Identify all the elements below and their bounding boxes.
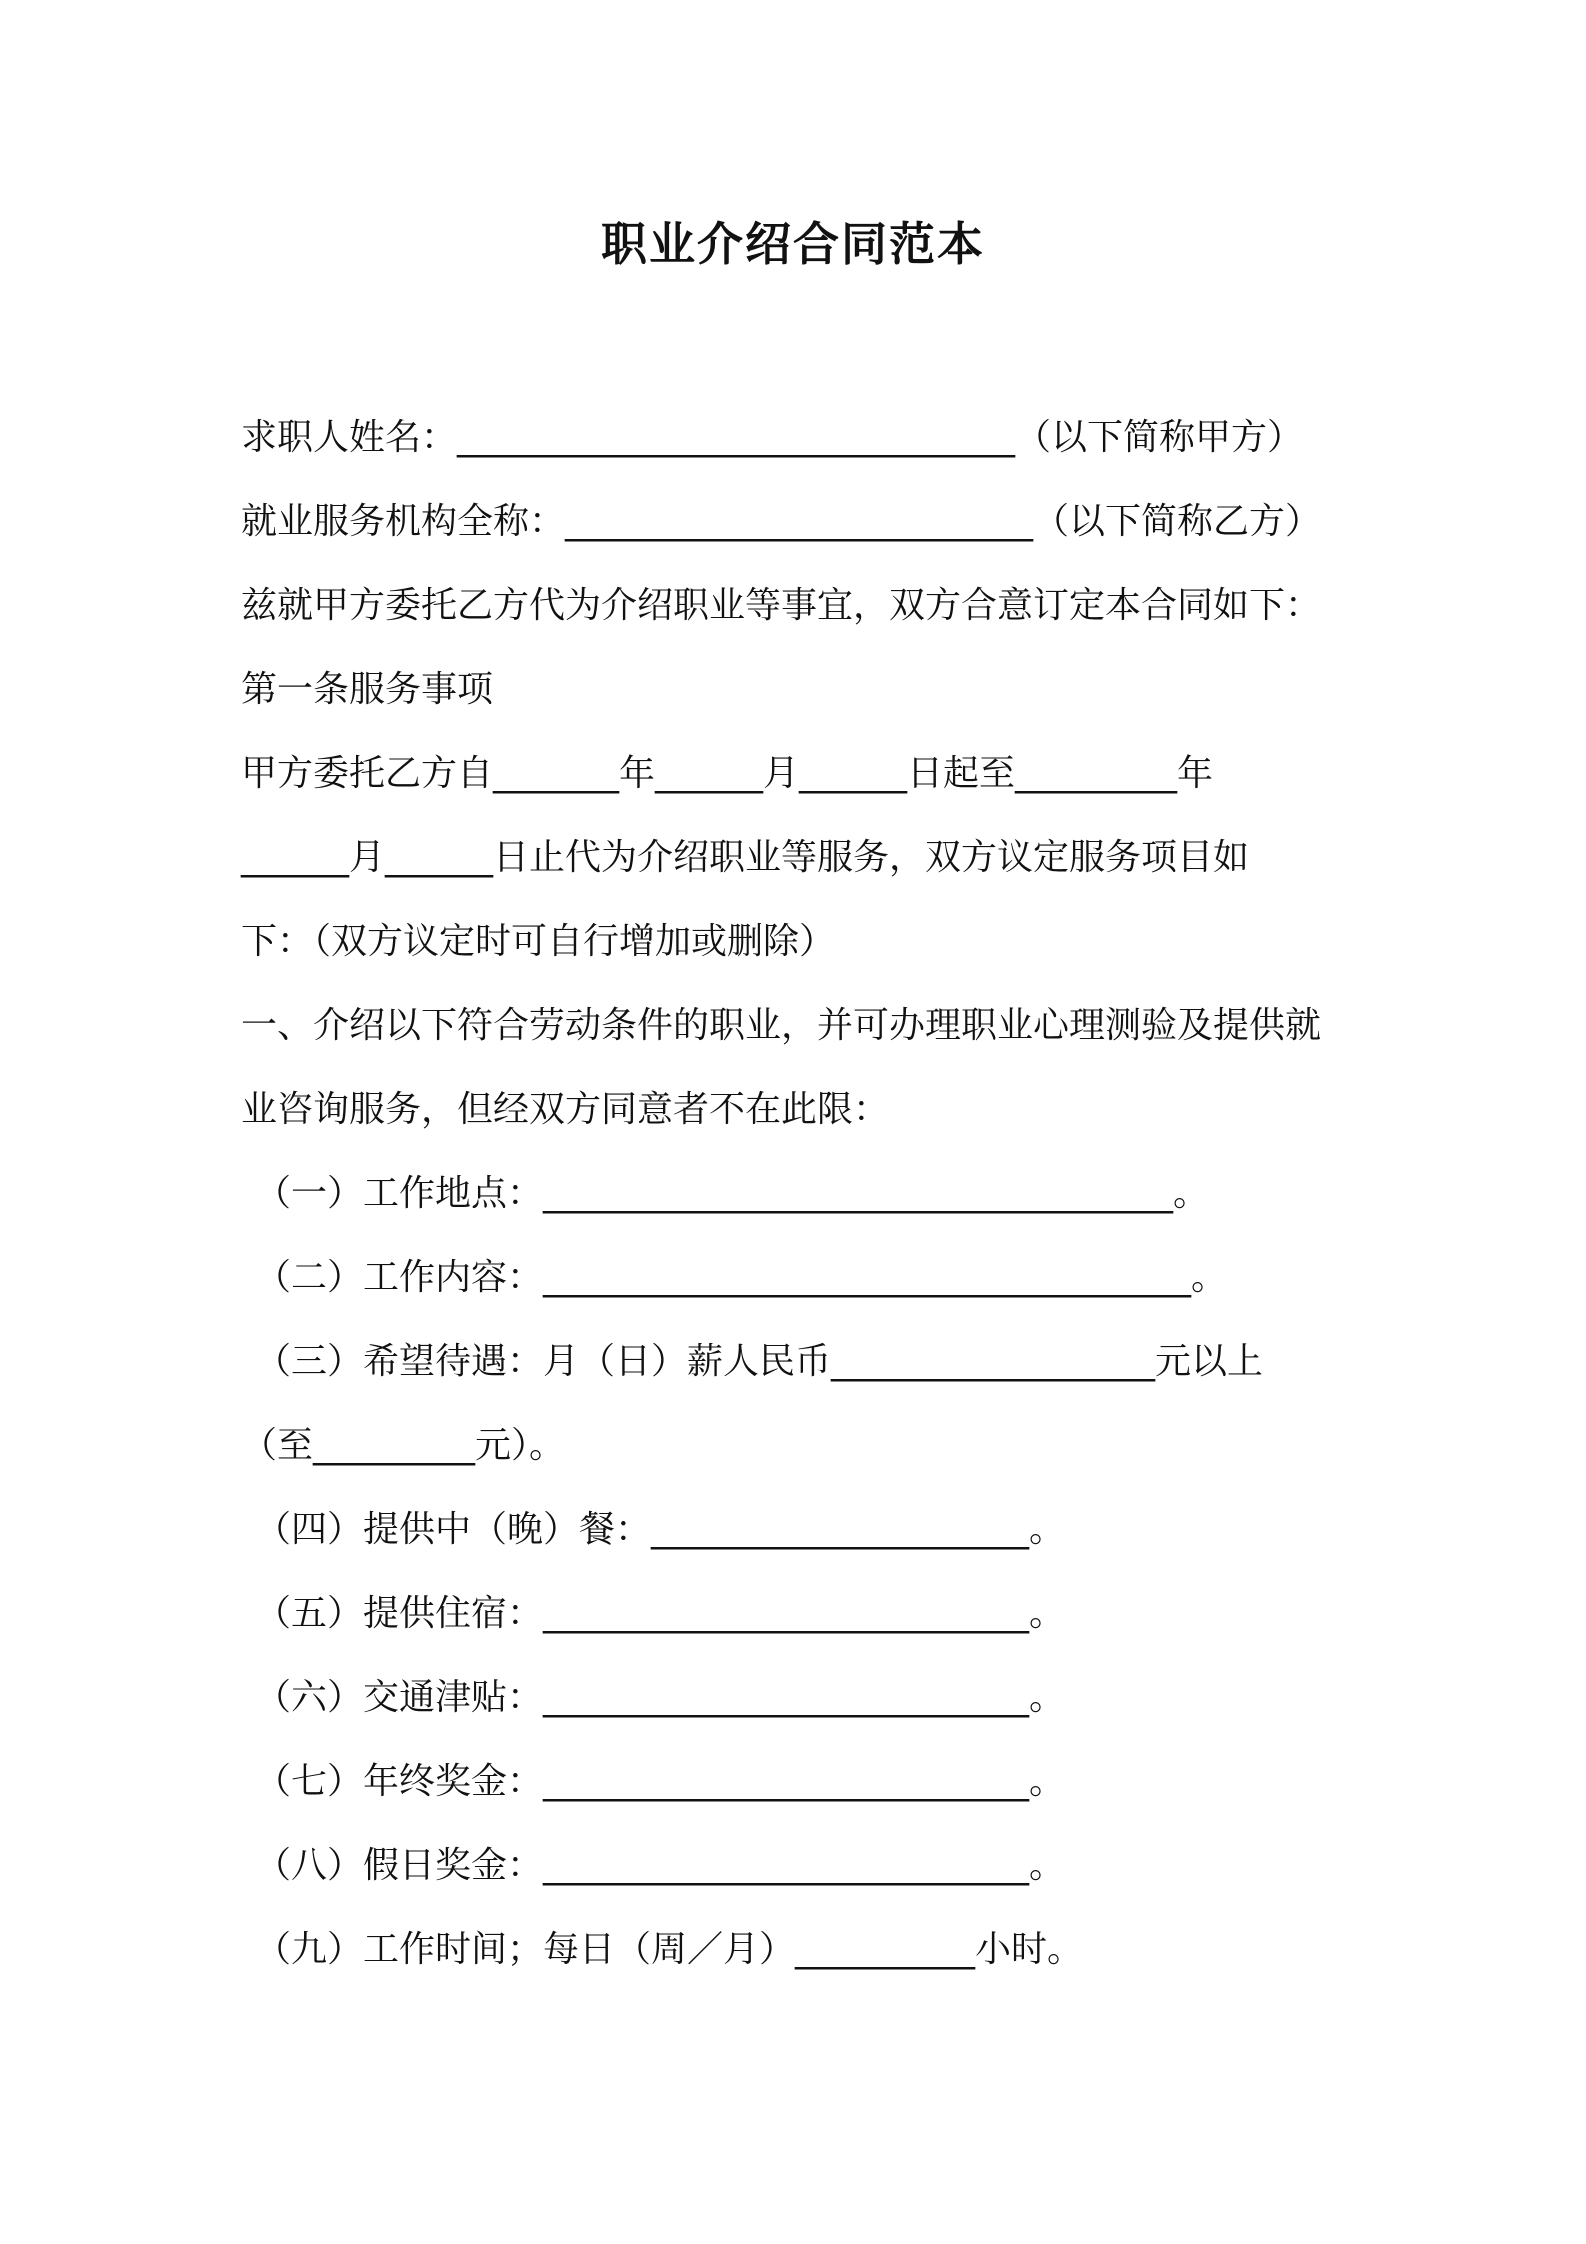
service-period-line-3: 下：（双方议定时可自行增加或删除） [241, 921, 836, 962]
expected-salary-line-1: （三）希望待遇：月（日）薪人民币__________________元以上 [255, 1341, 1264, 1382]
accommodation-line: （五）提供住宿：___________________________。 [255, 1593, 1066, 1634]
service-period-line-2: ______月______日止代为介绍职业等服务，双方议定服务项目如 [241, 837, 1250, 878]
job-seeker-name-line: 求职人姓名：_______________________________（以下简称甲方） [241, 417, 1304, 458]
working-hours-line: （九）工作时间；每日（周／月）__________小时。 [255, 1929, 1084, 1970]
expected-salary-line-2: （至_________元）。 [241, 1425, 566, 1466]
holiday-bonus-line: （八）假日奖金：___________________________。 [255, 1845, 1066, 1886]
document-title: 职业介绍合同范本 [601, 217, 985, 271]
agency-name-line: 就业服务机构全称：__________________________（以下简称乙方） [241, 501, 1322, 542]
work-location-line: （一）工作地点：___________________________________。 [255, 1173, 1210, 1214]
article-one-heading: 第一条服务事项 [241, 669, 494, 710]
item-one-line-2: 业咨询服务，但经双方同意者不在此限： [241, 1089, 890, 1130]
work-content-line: （二）工作内容：____________________________________。 [255, 1257, 1228, 1298]
preamble-line: 兹就甲方委托乙方代为介绍职业等事宜，双方合意订定本合同如下： [241, 585, 1322, 626]
transport-allowance-line: （六）交通津贴：___________________________。 [255, 1677, 1066, 1718]
year-end-bonus-line: （七）年终奖金：___________________________。 [255, 1761, 1066, 1802]
service-period-line-1: 甲方委托乙方自_______年______月______日起至_________年 [241, 753, 1214, 794]
item-one-line-1: 一、介绍以下符合劳动条件的职业，并可办理职业心理测验及提供就 [241, 1005, 1322, 1046]
meals-line: （四）提供中（晚）餐：_____________________。 [255, 1509, 1066, 1550]
